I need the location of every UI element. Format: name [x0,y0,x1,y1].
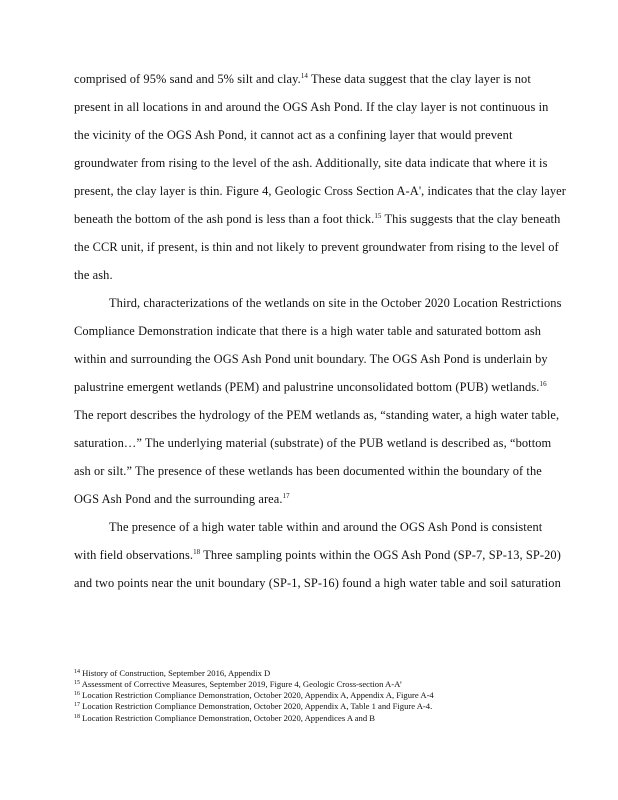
footnote: $^{18}$ Location Restriction Compliance Demonstration, October 2020, Appendices A and B [74,713,376,723]
body-line-8: the ash. [74,268,113,282]
body-line-10: Compliance Demonstration indicate that there is a high water table and saturated bottom ash [74,324,542,338]
body-line-7: the CCR unit, if present, is thin and not likely to prevent groundwater from rising to the level of [74,240,559,254]
body-line-19: and two points near the unit boundary (SP-1, SP-16) found a high water table and soil saturation [74,576,561,590]
body-line-9: Third, characterizations of the wetlands on site in the October 2020 Location Restrictions [109,296,562,310]
body-line-6: beneath the bottom of the ash pond is less than a foot thick.$^{15}$ This suggests that the clay beneath [74,212,561,226]
body-line-13: The report describes the hydrology of the PEM wetlands as, “standing water, a high water table, [74,408,560,422]
footnote-ref: 17 [282,492,290,500]
footnote-ref: 14 [300,72,309,80]
body-line-11: within and surrounding the OGS Ash Pond unit boundary. The OGS Ash Pond is underlain by [74,352,548,366]
body-line-18: with field observations.$^{18}$ Three sampling points within the OGS Ash Pond (SP-7, SP-13, SP-20) [74,548,561,562]
body-line-3: the vicinity of the OGS Ash Pond, it cannot act as a confining layer that would prevent [74,128,513,142]
body-line-12: palustrine emergent wetlands (PEM) and palustrine unconsolidated bottom (PUB) wetlands.$^{16}$ [74,380,547,394]
footnote-ref: 16 [539,380,547,388]
footnote: $^{16}$ Location Restriction Compliance Demonstration, October 2020, Appendix A, Appendix A, Figure A-4 [74,690,434,700]
body-line-14: saturation…” The underlying material (substrate) of the PUB wetland is described as, “bottom [74,436,552,450]
body-line-2: present in all locations in and around the OGS Ash Pond. If the clay layer is not continuous in [74,100,549,114]
footnote: $^{17}$ Location Restriction Compliance Demonstration, October 2020, Appendix A, Table 1 and Figure A-4. [74,701,433,711]
body-line-4: groundwater from rising to the level of the ash. Additionally, site data indicate that where it is [74,156,548,170]
body-line-5: present, the clay layer is thin. Figure 4, Geologic Cross Section A-A', indicates that the clay layer [74,184,566,198]
footnote-ref: 18 [193,548,201,556]
footnote: $^{15}$ Assessment of Corrective Measures, September 2019, Figure 4, Geologic Cross-section A-A’ [74,679,403,689]
footnote-ref: 15 [374,212,382,220]
body-line-1: comprised of 95% sand and 5% silt and clay.$^{14}$ These data suggest that the clay layer is not [74,72,531,86]
body-line-15: ash or silt.” The presence of these wetlands has been documented within the boundary of the [74,464,542,478]
footnote: $^{14}$ History of Construction, September 2016, Appendix D [74,668,271,678]
body-line-17: The presence of a high water table within and around the OGS Ash Pond is consistent [109,520,543,534]
body-line-16: OGS Ash Pond and the surrounding area.$^{17}$ [74,492,290,506]
